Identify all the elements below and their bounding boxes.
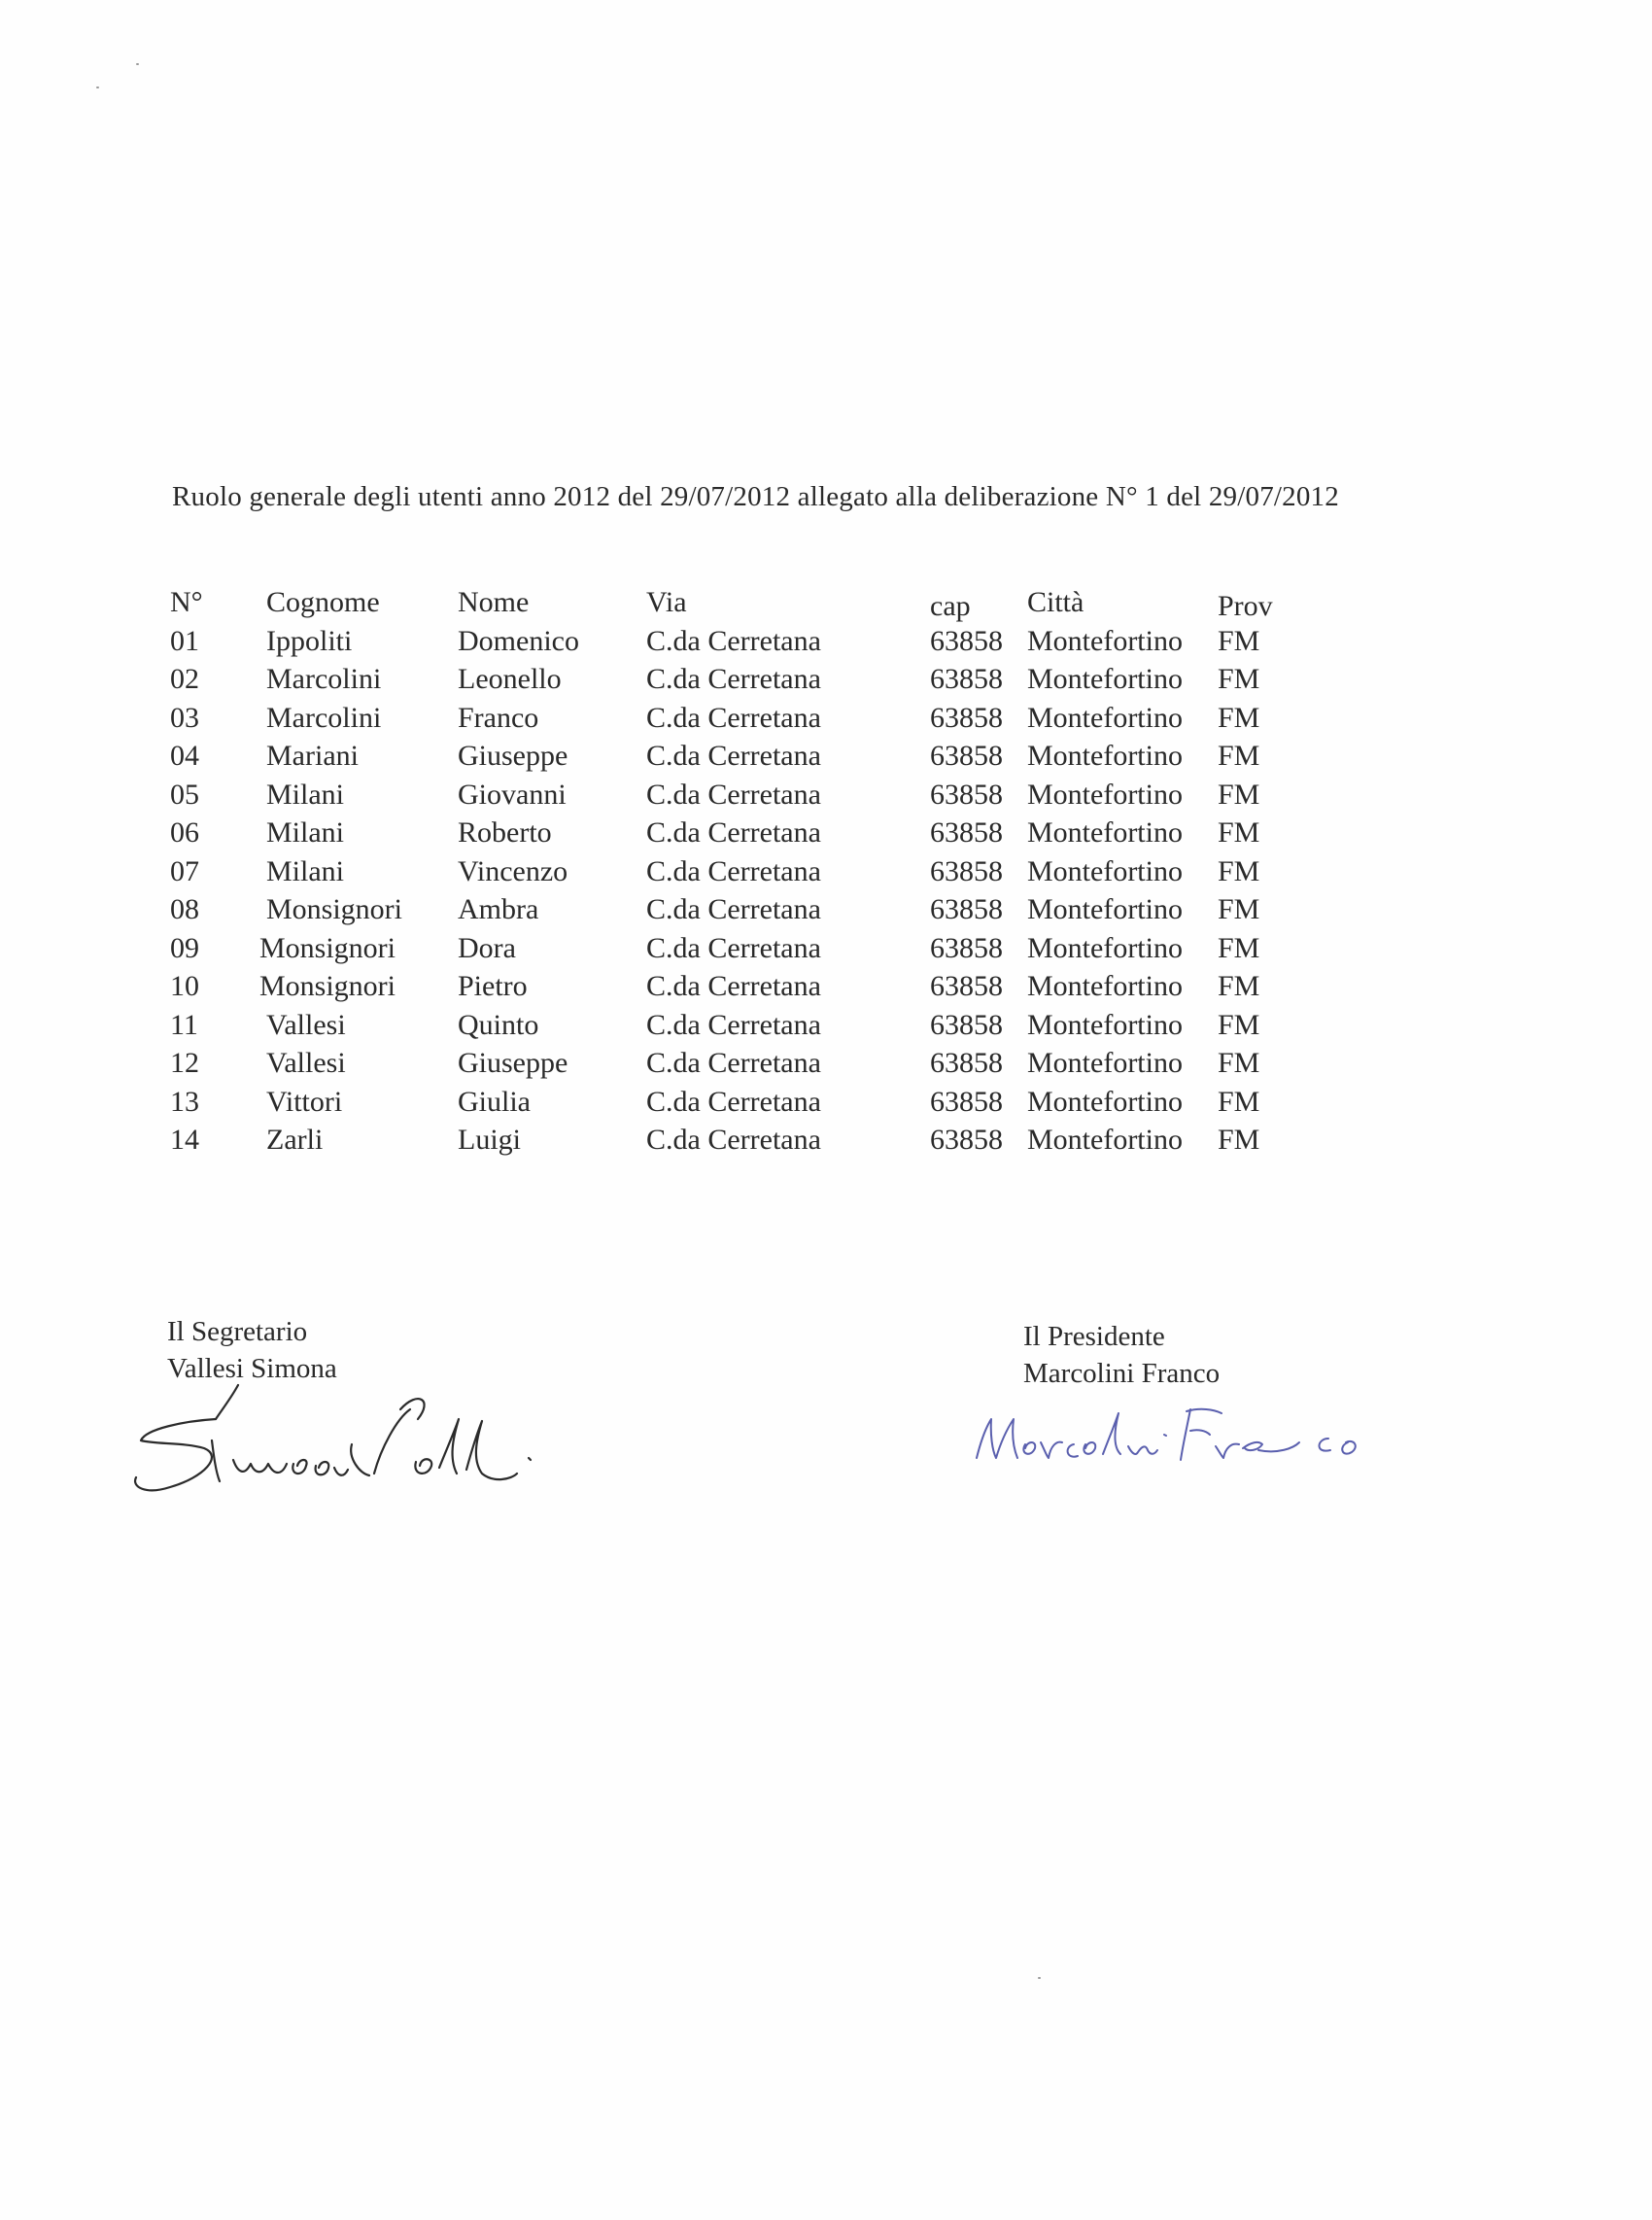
table-body [170, 622, 1297, 1160]
president-name: Marcolini Franco [1023, 1358, 1221, 1389]
row-first-name: Giuseppe [458, 1047, 568, 1079]
secretary-role: Il Segretario [167, 1316, 308, 1347]
row-surname: Marcolini [266, 701, 382, 734]
row-street: C.da Cerretana [646, 816, 821, 849]
row-city: Montefortino [1027, 893, 1183, 925]
row-first-name: Ambra [458, 893, 539, 925]
row-street: C.da Cerretana [646, 624, 821, 657]
row-postcode: 63858 [930, 778, 1003, 811]
row-city: Montefortino [1027, 624, 1183, 657]
secretary-name: Vallesi Simona [167, 1353, 337, 1384]
row-province: FM [1218, 624, 1260, 657]
row-first-name: Pietro [458, 970, 528, 1002]
table-row [170, 622, 1297, 661]
row-city: Montefortino [1027, 778, 1183, 811]
row-first-name: Giulia [458, 1085, 531, 1118]
row-city: Montefortino [1027, 701, 1183, 734]
row-city: Montefortino [1027, 663, 1183, 695]
row-postcode: 63858 [930, 970, 1003, 1002]
row-surname: Marcolini [266, 663, 382, 695]
row-first-name: Giuseppe [458, 740, 568, 772]
row-postcode: 63858 [930, 624, 1003, 657]
row-surname: Monsignori [259, 931, 396, 964]
secretary-block [167, 1313, 337, 1387]
row-province: FM [1218, 663, 1260, 695]
row-number: 06 [170, 816, 199, 849]
row-first-name: Giovanni [458, 778, 567, 811]
row-street: C.da Cerretana [646, 740, 821, 772]
row-postcode: 63858 [930, 701, 1003, 734]
table-row [170, 890, 1297, 929]
row-surname: Mariani [266, 740, 359, 772]
scan-speck [1038, 1977, 1041, 1979]
row-province: FM [1218, 816, 1260, 849]
row-province: FM [1218, 854, 1260, 887]
row-street: C.da Cerretana [646, 854, 821, 887]
row-city: Montefortino [1027, 740, 1183, 772]
table-row [170, 967, 1297, 1006]
table-row [170, 852, 1297, 891]
row-first-name: Dora [458, 931, 516, 964]
row-street: C.da Cerretana [646, 778, 821, 811]
row-street: C.da Cerretana [646, 1047, 821, 1079]
row-first-name: Leonello [458, 663, 562, 695]
row-number: 02 [170, 663, 199, 695]
row-province: FM [1218, 778, 1260, 811]
row-province: FM [1218, 740, 1260, 772]
table-header-row [170, 583, 1297, 622]
row-surname: Vittori [266, 1085, 343, 1118]
row-surname: Monsignori [259, 970, 396, 1002]
row-postcode: 63858 [930, 816, 1003, 849]
row-number: 10 [170, 970, 199, 1002]
row-province: FM [1218, 1047, 1260, 1079]
row-postcode: 63858 [930, 1124, 1003, 1156]
row-city: Montefortino [1027, 1047, 1183, 1079]
row-surname: Monsignori [266, 893, 403, 925]
row-postcode: 63858 [930, 931, 1003, 964]
row-city: Montefortino [1027, 1085, 1183, 1118]
row-postcode: 63858 [930, 1008, 1003, 1041]
row-province: FM [1218, 1124, 1260, 1156]
row-street: C.da Cerretana [646, 970, 821, 1002]
row-street: C.da Cerretana [646, 1085, 821, 1118]
row-first-name: Luigi [458, 1124, 521, 1156]
table-row [170, 699, 1297, 738]
row-postcode: 63858 [930, 854, 1003, 887]
header-surname: Cognome [266, 586, 380, 618]
table-row [170, 776, 1297, 815]
row-postcode: 63858 [930, 663, 1003, 695]
row-city: Montefortino [1027, 931, 1183, 964]
row-number: 11 [170, 1008, 198, 1041]
row-first-name: Franco [458, 701, 539, 734]
row-number: 03 [170, 701, 199, 734]
row-number: 12 [170, 1047, 199, 1079]
row-postcode: 63858 [930, 1047, 1003, 1079]
row-city: Montefortino [1027, 854, 1183, 887]
table-row [170, 737, 1297, 776]
row-surname: Milani [266, 778, 344, 811]
row-city: Montefortino [1027, 1124, 1183, 1156]
row-street: C.da Cerretana [646, 1008, 821, 1041]
row-surname: Vallesi [266, 1047, 346, 1079]
secretary-signature [126, 1380, 554, 1526]
table-row [170, 1121, 1297, 1160]
president-signature [967, 1400, 1385, 1477]
row-street: C.da Cerretana [646, 893, 821, 925]
row-number: 13 [170, 1085, 199, 1118]
document-heading: Ruolo generale degli utenti anno 2012 del 29/07/2012 allegato alla deliberazione N° 1 del 29/07/2012 [172, 481, 1339, 512]
table-row [170, 929, 1297, 968]
row-postcode: 63858 [930, 740, 1003, 772]
table-row [170, 1083, 1297, 1122]
header-province: Prov [1218, 590, 1273, 622]
row-surname: Vallesi [266, 1008, 346, 1041]
row-street: C.da Cerretana [646, 1124, 821, 1156]
scan-speck [136, 63, 139, 65]
row-number: 05 [170, 778, 199, 811]
row-first-name: Vincenzo [458, 854, 568, 887]
row-province: FM [1218, 1008, 1260, 1041]
row-first-name: Domenico [458, 624, 579, 657]
row-surname: Zarli [266, 1124, 324, 1156]
row-street: C.da Cerretana [646, 663, 821, 695]
row-city: Montefortino [1027, 1008, 1183, 1041]
row-province: FM [1218, 701, 1260, 734]
scan-speck [96, 87, 99, 88]
row-first-name: Roberto [458, 816, 552, 849]
header-street: Via [646, 586, 687, 618]
table-row [170, 1044, 1297, 1083]
row-province: FM [1218, 970, 1260, 1002]
row-surname: Milani [266, 854, 344, 887]
row-number: 09 [170, 931, 199, 964]
header-first-name: Nome [458, 586, 530, 618]
row-province: FM [1218, 1085, 1260, 1118]
row-city: Montefortino [1027, 970, 1183, 1002]
president-role: Il Presidente [1023, 1321, 1165, 1352]
members-table [170, 583, 1297, 1160]
row-number: 04 [170, 740, 199, 772]
row-street: C.da Cerretana [646, 931, 821, 964]
row-postcode: 63858 [930, 1085, 1003, 1118]
row-number: 14 [170, 1124, 199, 1156]
table-row [170, 1006, 1297, 1045]
row-number: 08 [170, 893, 199, 925]
row-surname: Ippoliti [266, 624, 353, 657]
header-postcode: cap [930, 590, 971, 622]
row-surname: Milani [266, 816, 344, 849]
president-block [1023, 1318, 1220, 1392]
row-first-name: Quinto [458, 1008, 539, 1041]
row-province: FM [1218, 893, 1260, 925]
row-province: FM [1218, 931, 1260, 964]
row-number: 07 [170, 854, 199, 887]
table-row [170, 814, 1297, 852]
row-city: Montefortino [1027, 816, 1183, 849]
row-street: C.da Cerretana [646, 701, 821, 734]
header-city: Città [1027, 586, 1084, 618]
table-row [170, 660, 1297, 699]
header-number: N° [170, 586, 203, 618]
row-postcode: 63858 [930, 893, 1003, 925]
row-number: 01 [170, 624, 199, 657]
